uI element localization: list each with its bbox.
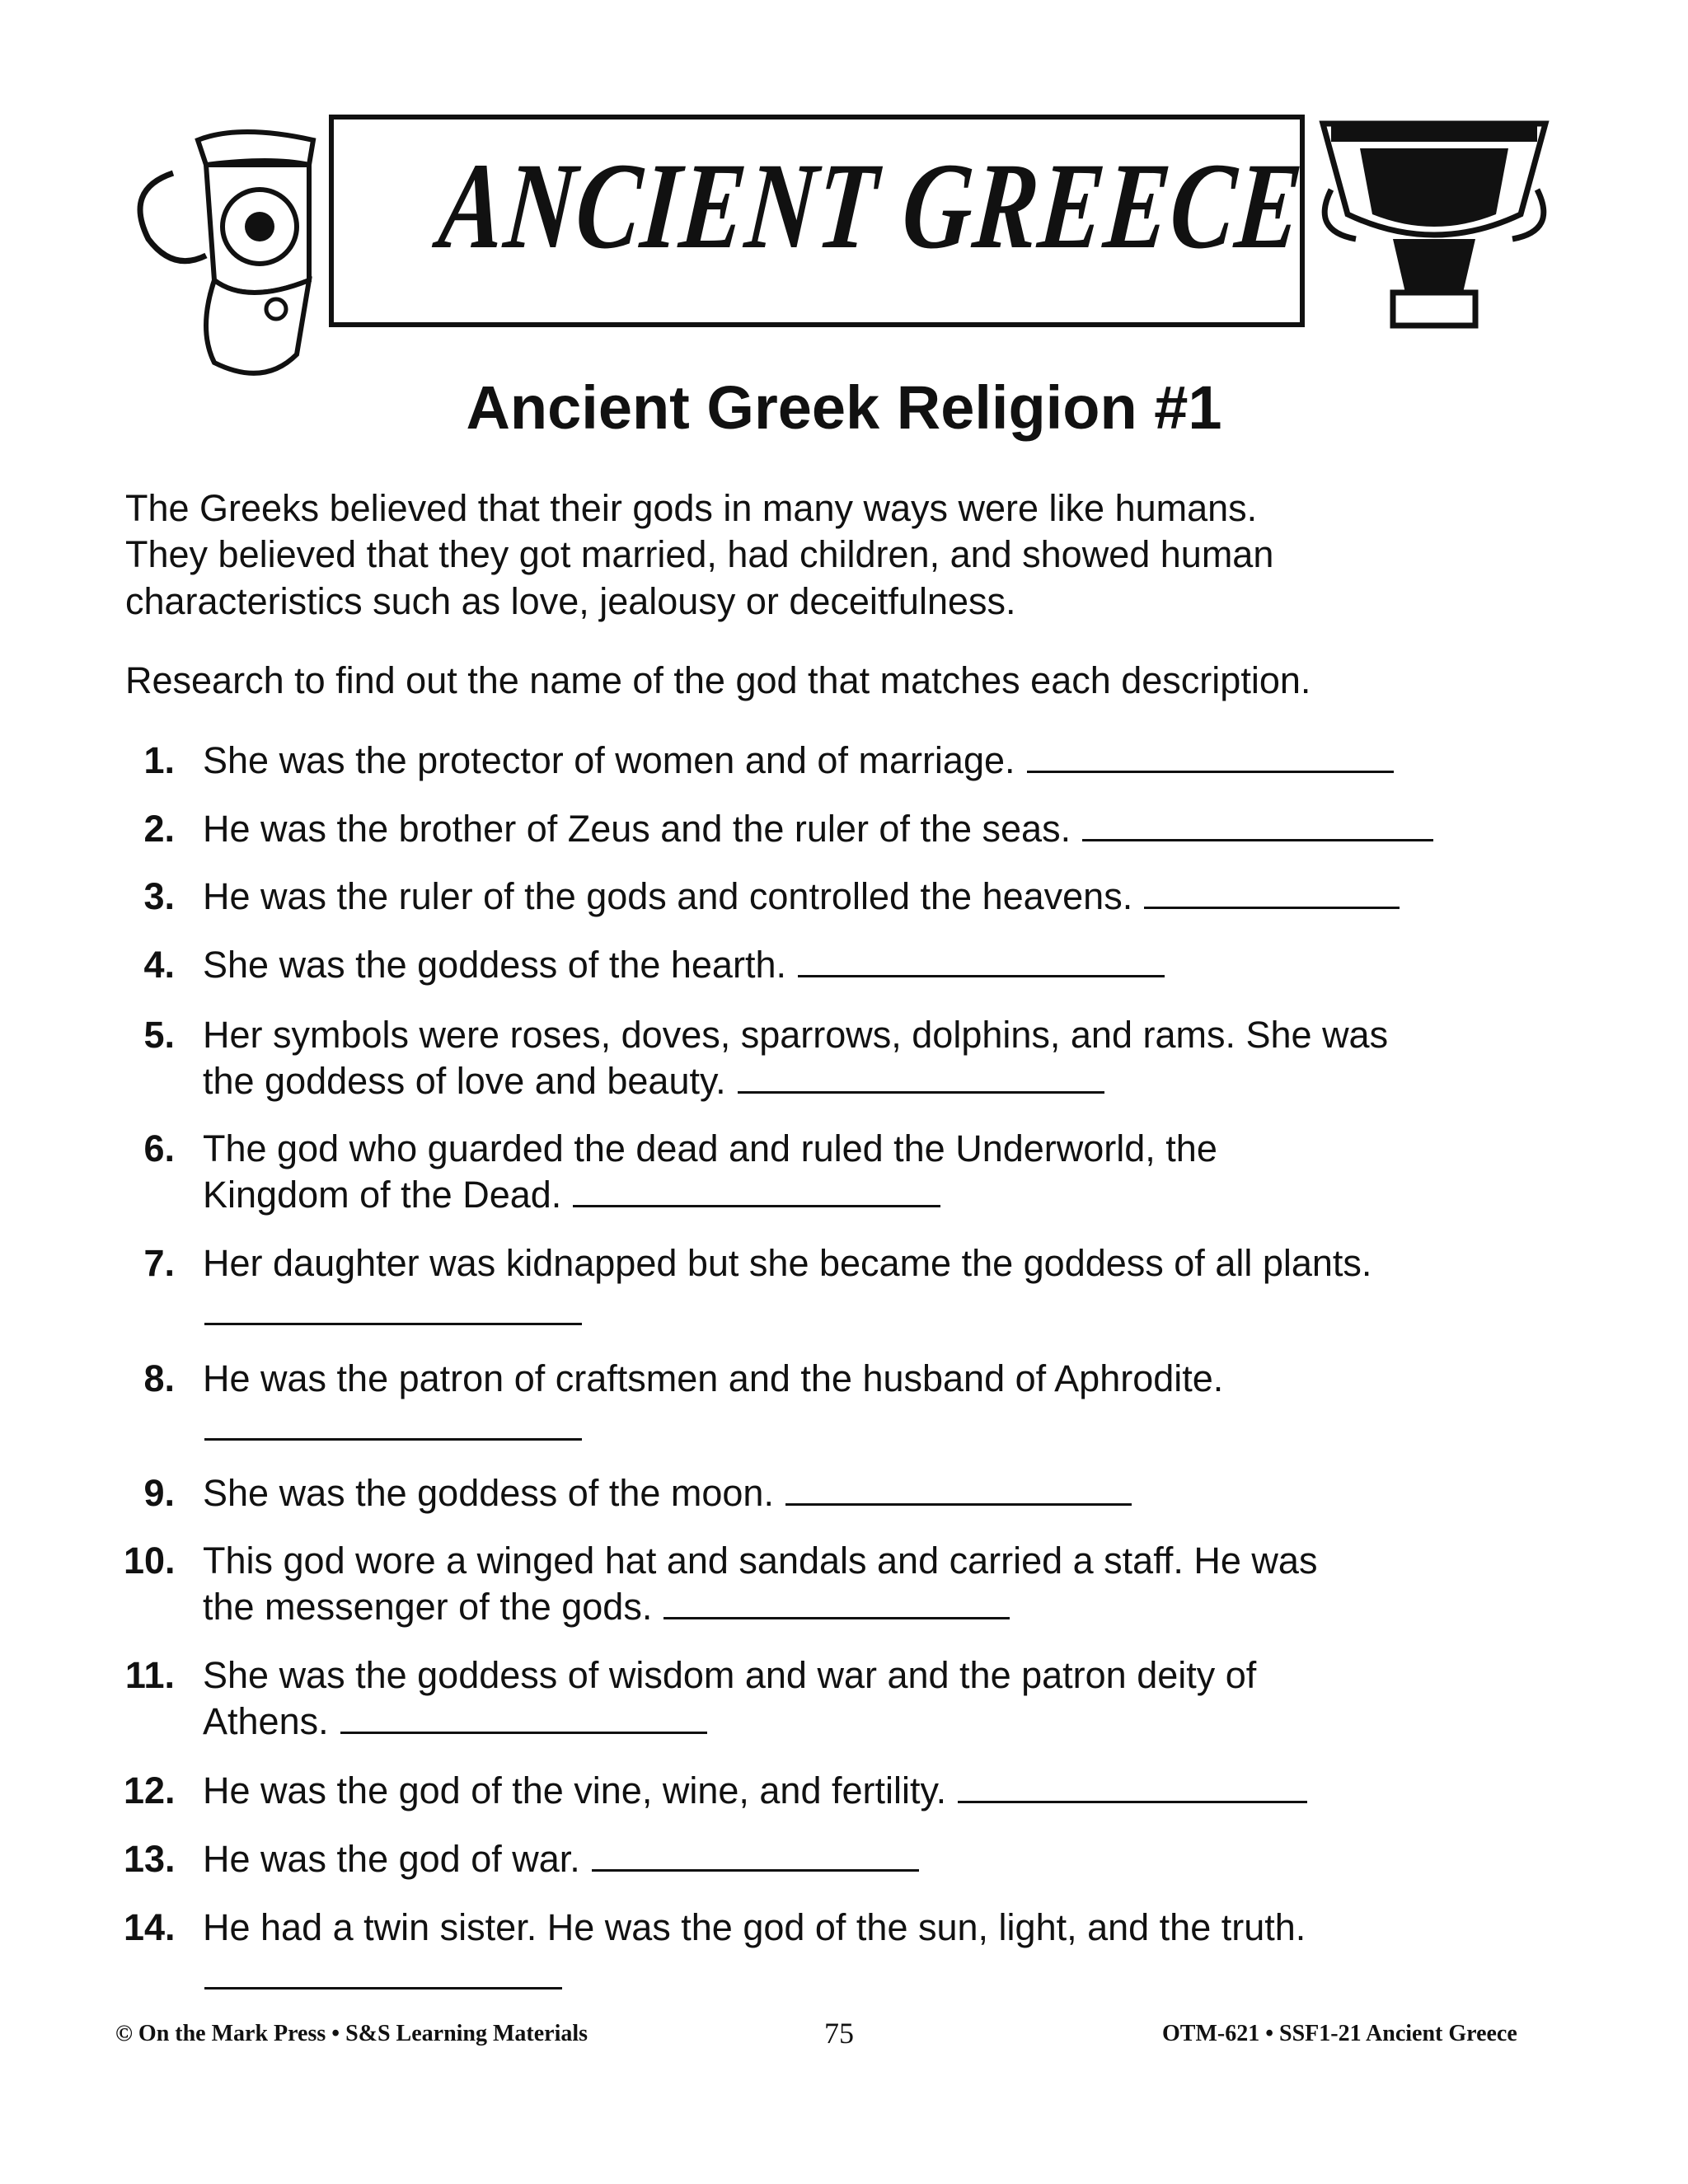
question-text-line: She was the protector of women and of marriage.	[203, 739, 1015, 781]
banner-title: ANCIENT GREECE	[434, 138, 1308, 274]
ancient-greece-banner	[329, 115, 1308, 327]
question-text-line: Kingdom of the Dead.	[203, 1174, 562, 1216]
instruction: Research to find out the name of the god that matches each description.	[125, 659, 1311, 701]
question-text	[203, 1836, 919, 1882]
question-text	[203, 874, 1400, 920]
answer-blank[interactable]	[798, 974, 1165, 977]
page-title: Ancient Greek Religion #1	[466, 373, 1222, 442]
answer-blank[interactable]	[738, 1090, 1104, 1094]
question-number: 14.	[124, 1906, 176, 1948]
question-number: 3.	[143, 875, 175, 917]
question-text	[203, 1356, 1223, 1402]
footer-series: OTM-621 • SSF1-21 Ancient Greece	[1162, 2021, 1517, 2046]
question-text	[203, 1768, 1307, 1814]
question-text	[203, 1240, 1372, 1286]
question-text	[203, 1012, 1388, 1058]
question-text	[203, 738, 1394, 784]
question-text	[203, 1652, 1256, 1699]
answer-blank[interactable]	[592, 1868, 919, 1872]
question-number: 4.	[143, 944, 175, 986]
answer-blank[interactable]	[1027, 770, 1394, 773]
answer-blank[interactable]	[573, 1204, 940, 1207]
question-number: 11.	[124, 1654, 175, 1696]
answer-blank[interactable]	[204, 1987, 562, 1990]
intro-line: characteristics such as love, jealousy or deceitfulness.	[125, 580, 1016, 622]
ram-head-vase-illustration	[124, 115, 330, 387]
question-number: 6.	[143, 1127, 175, 1169]
question-text-line: the goddess of love and beauty.	[203, 1060, 726, 1102]
question-text	[203, 806, 1433, 852]
question-text-line: She was the goddess of the hearth.	[203, 944, 786, 986]
intro-line: They believed that they got married, had children, and showed human	[125, 533, 1274, 575]
question-text	[203, 1699, 707, 1745]
question-text	[203, 1584, 1010, 1630]
intro-line: The Greeks believed that their gods in many ways were like humans.	[125, 487, 1258, 529]
question-text	[203, 1058, 1104, 1104]
question-number: 5.	[143, 1014, 175, 1056]
question-number: 7.	[143, 1242, 175, 1284]
question-text	[203, 1905, 1306, 1951]
answer-blank[interactable]	[785, 1502, 1132, 1506]
question-text-line: He was the god of war.	[203, 1838, 580, 1880]
question-text	[203, 1172, 940, 1218]
question-text-line: This god wore a winged hat and sandals and carried a staff. He was	[203, 1540, 1318, 1582]
answer-blank[interactable]	[204, 1323, 582, 1325]
question-number: 2.	[143, 808, 175, 850]
footer-copyright: © On the Mark Press • S&S Learning Materials	[115, 2021, 588, 2046]
question-text-line: He was the brother of Zeus and the ruler of the seas.	[203, 808, 1071, 850]
page-number: 75	[824, 2017, 854, 2050]
question-text	[203, 1538, 1317, 1584]
question-text-line: She was the goddess of the moon.	[203, 1472, 774, 1514]
question-text-line: Athens.	[203, 1700, 329, 1742]
question-number: 13.	[124, 1838, 176, 1880]
answer-blank[interactable]	[958, 1800, 1307, 1803]
question-text-line: He was the patron of craftsmen and the husband of Aphrodite.	[203, 1357, 1224, 1399]
question-text-line: She was the goddess of wisdom and war and the patron deity of	[203, 1654, 1257, 1696]
question-text	[203, 1126, 1217, 1172]
question-text-line: He was the god of the vine, wine, and fertility.	[203, 1769, 947, 1811]
question-text-line: Her daughter was kidnapped but she became the goddess of all plants.	[203, 1242, 1372, 1284]
question-text	[203, 1470, 1132, 1516]
question-text-line: the messenger of the gods.	[203, 1586, 653, 1628]
answer-blank[interactable]	[1082, 838, 1433, 841]
question-number: 9.	[143, 1472, 175, 1514]
question-text-line: He had a twin sister. He was the god of the sun, light, and the truth.	[203, 1906, 1306, 1948]
answer-blank[interactable]	[1144, 906, 1400, 909]
answer-blank[interactable]	[340, 1731, 707, 1734]
answer-blank[interactable]	[663, 1616, 1010, 1619]
answer-blank[interactable]	[204, 1438, 582, 1441]
question-text	[203, 942, 1165, 988]
question-number: 1.	[143, 739, 175, 781]
question-number: 12.	[124, 1769, 176, 1811]
question-number: 10.	[124, 1540, 176, 1582]
kylix-vase-illustration	[1315, 115, 1554, 338]
question-text-line: He was the ruler of the gods and controlled the heavens.	[203, 875, 1133, 917]
question-text-line: Her symbols were roses, doves, sparrows, dolphins, and rams. She was	[203, 1014, 1389, 1056]
question-number: 8.	[143, 1357, 175, 1399]
question-text-line: The god who guarded the dead and ruled the Underworld, the	[203, 1127, 1217, 1169]
